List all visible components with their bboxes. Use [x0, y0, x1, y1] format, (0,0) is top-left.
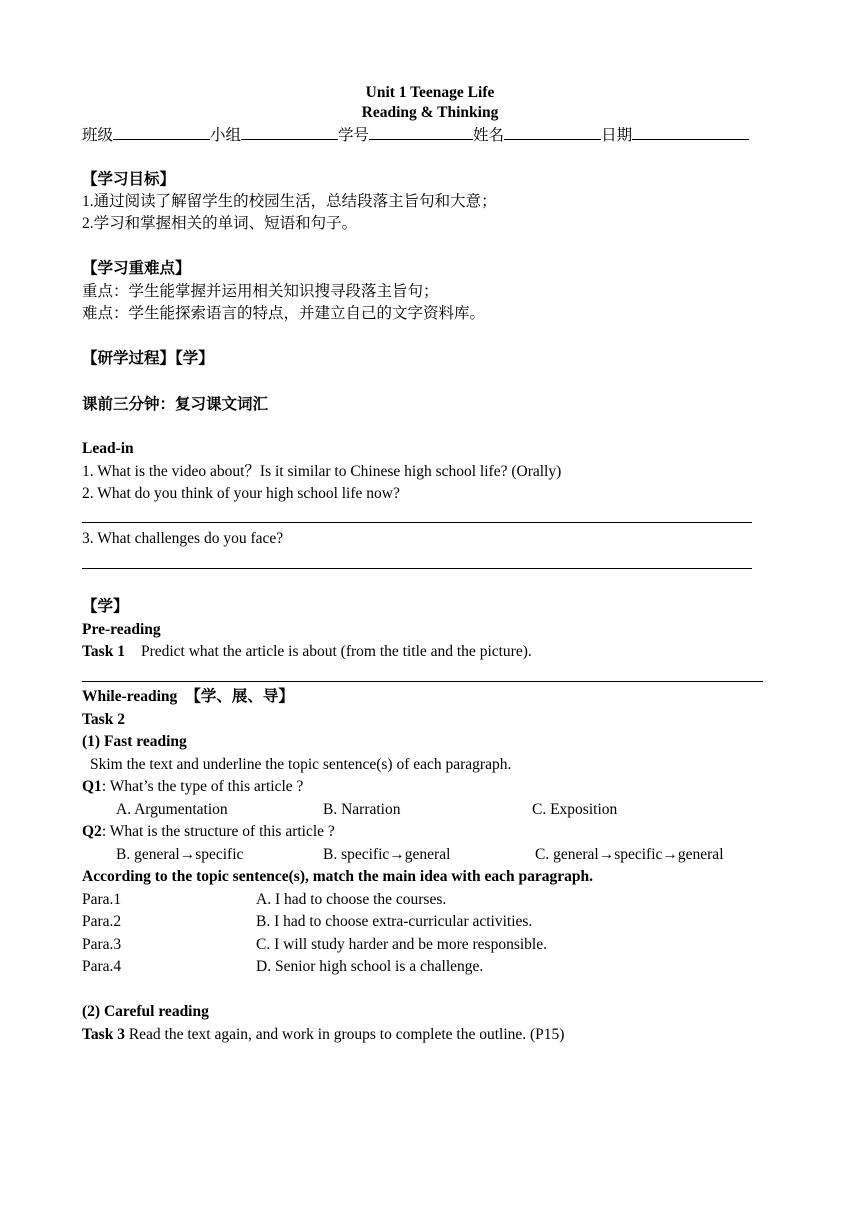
- paragraph-label[interactable]: Para.2: [82, 913, 122, 930]
- q1-option-c[interactable]: C. Exposition: [532, 801, 618, 818]
- name-label: 姓名: [473, 127, 505, 144]
- task-2-label: Task 2: [82, 711, 125, 728]
- answer-line[interactable]: [82, 568, 752, 569]
- task-1: [82, 642, 532, 662]
- main-idea-option[interactable]: A. I had to choose the courses.: [256, 891, 447, 908]
- class-label: 班级: [82, 127, 114, 144]
- student-info-row: [82, 124, 749, 146]
- difficult-point-item: 难点：学生能探索语言的特点，并建立自己的文字资料库。: [82, 305, 486, 322]
- key-points-heading: 【学习重难点】: [82, 260, 191, 277]
- worksheet-title: Unit 1 Teenage Life: [365, 84, 495, 101]
- lead-in-heading: Lead-in: [82, 440, 134, 457]
- paragraph-label[interactable]: Para.4: [82, 958, 122, 975]
- class-blank[interactable]: [113, 124, 210, 140]
- paragraph-label[interactable]: Para.3: [82, 936, 122, 953]
- fast-reading-instruction: Skim the text and underline the topic sentence(s) of each paragraph.: [90, 756, 512, 773]
- while-reading-heading-row: [82, 687, 294, 707]
- task-1-text: Predict what the article is about (from the title and the picture).: [140, 643, 532, 660]
- warmup-heading: 课前三分钟：复习课文词汇: [82, 396, 269, 413]
- q1-label: Q1: [82, 778, 102, 795]
- worksheet-subtitle: Reading & Thinking: [361, 104, 499, 121]
- paragraph-label[interactable]: Para.1: [82, 891, 122, 908]
- key-point-item: 重点：学生能掌握并运用相关知识搜寻段落主旨句；: [82, 283, 439, 300]
- question-1: [82, 777, 303, 797]
- q2-option-b[interactable]: B. specific→general: [323, 846, 451, 863]
- group-label: 小组: [210, 127, 242, 144]
- group-blank[interactable]: [241, 124, 338, 140]
- q1-option-b[interactable]: B. Narration: [323, 801, 401, 818]
- q1-text: : What’s the type of this article ?: [101, 778, 304, 795]
- name-blank[interactable]: [504, 124, 601, 140]
- task-1-label: Task 1: [82, 643, 125, 660]
- objectives-heading: 【学习目标】: [82, 171, 176, 188]
- pre-reading-mark: 【学】: [82, 598, 129, 615]
- lead-in-question-3: 3. What challenges do you face?: [82, 530, 284, 547]
- student-number-blank[interactable]: [369, 124, 473, 140]
- date-label: 日期: [601, 127, 633, 144]
- q2-label: Q2: [82, 823, 102, 840]
- task-3: [82, 1025, 564, 1045]
- answer-line[interactable]: [82, 522, 752, 523]
- date-blank[interactable]: [632, 124, 749, 140]
- q2-option-a[interactable]: B. general→specific: [116, 846, 244, 863]
- task-3-label: Task 3: [82, 1026, 125, 1043]
- careful-reading-heading: (2) Careful reading: [82, 1003, 209, 1020]
- q2-text: : What is the structure of this article ?: [101, 823, 335, 840]
- main-idea-option[interactable]: B. I had to choose extra-curricular activities.: [256, 913, 533, 930]
- fast-reading-heading: (1) Fast reading: [82, 733, 187, 750]
- lead-in-question-1: 1. What is the video about？Is it similar to Chinese high school life? (Orally): [82, 463, 562, 480]
- main-idea-option[interactable]: D. Senior high school is a challenge.: [256, 958, 484, 975]
- objective-item: 1.通过阅读了解留学生的校园生活，总结段落主旨句和大意；: [82, 193, 497, 210]
- q2-option-c[interactable]: C. general→specific→general: [535, 846, 724, 863]
- objective-item: 2.学习和掌握相关的单词、短语和句子。: [82, 215, 358, 232]
- answer-line[interactable]: [82, 681, 763, 682]
- process-heading: 【研学过程】【学】: [82, 350, 214, 367]
- student-number-label: 学号: [338, 127, 370, 144]
- task-3-text: Read the text again, and work in groups to complete the outline. (P15): [124, 1026, 565, 1043]
- q1-option-a[interactable]: A. Argumentation: [116, 801, 228, 818]
- match-instruction: According to the topic sentence(s), match the main idea with each paragraph.: [82, 868, 594, 885]
- while-reading-mark: 【学、展、导】: [185, 688, 294, 705]
- pre-reading-heading: Pre-reading: [82, 621, 161, 638]
- main-idea-option[interactable]: C. I will study harder and be more responsible.: [256, 936, 547, 953]
- question-2: [82, 822, 335, 842]
- while-reading-heading: While-reading: [82, 688, 178, 705]
- lead-in-question-2: 2. What do you think of your high school life now?: [82, 485, 400, 502]
